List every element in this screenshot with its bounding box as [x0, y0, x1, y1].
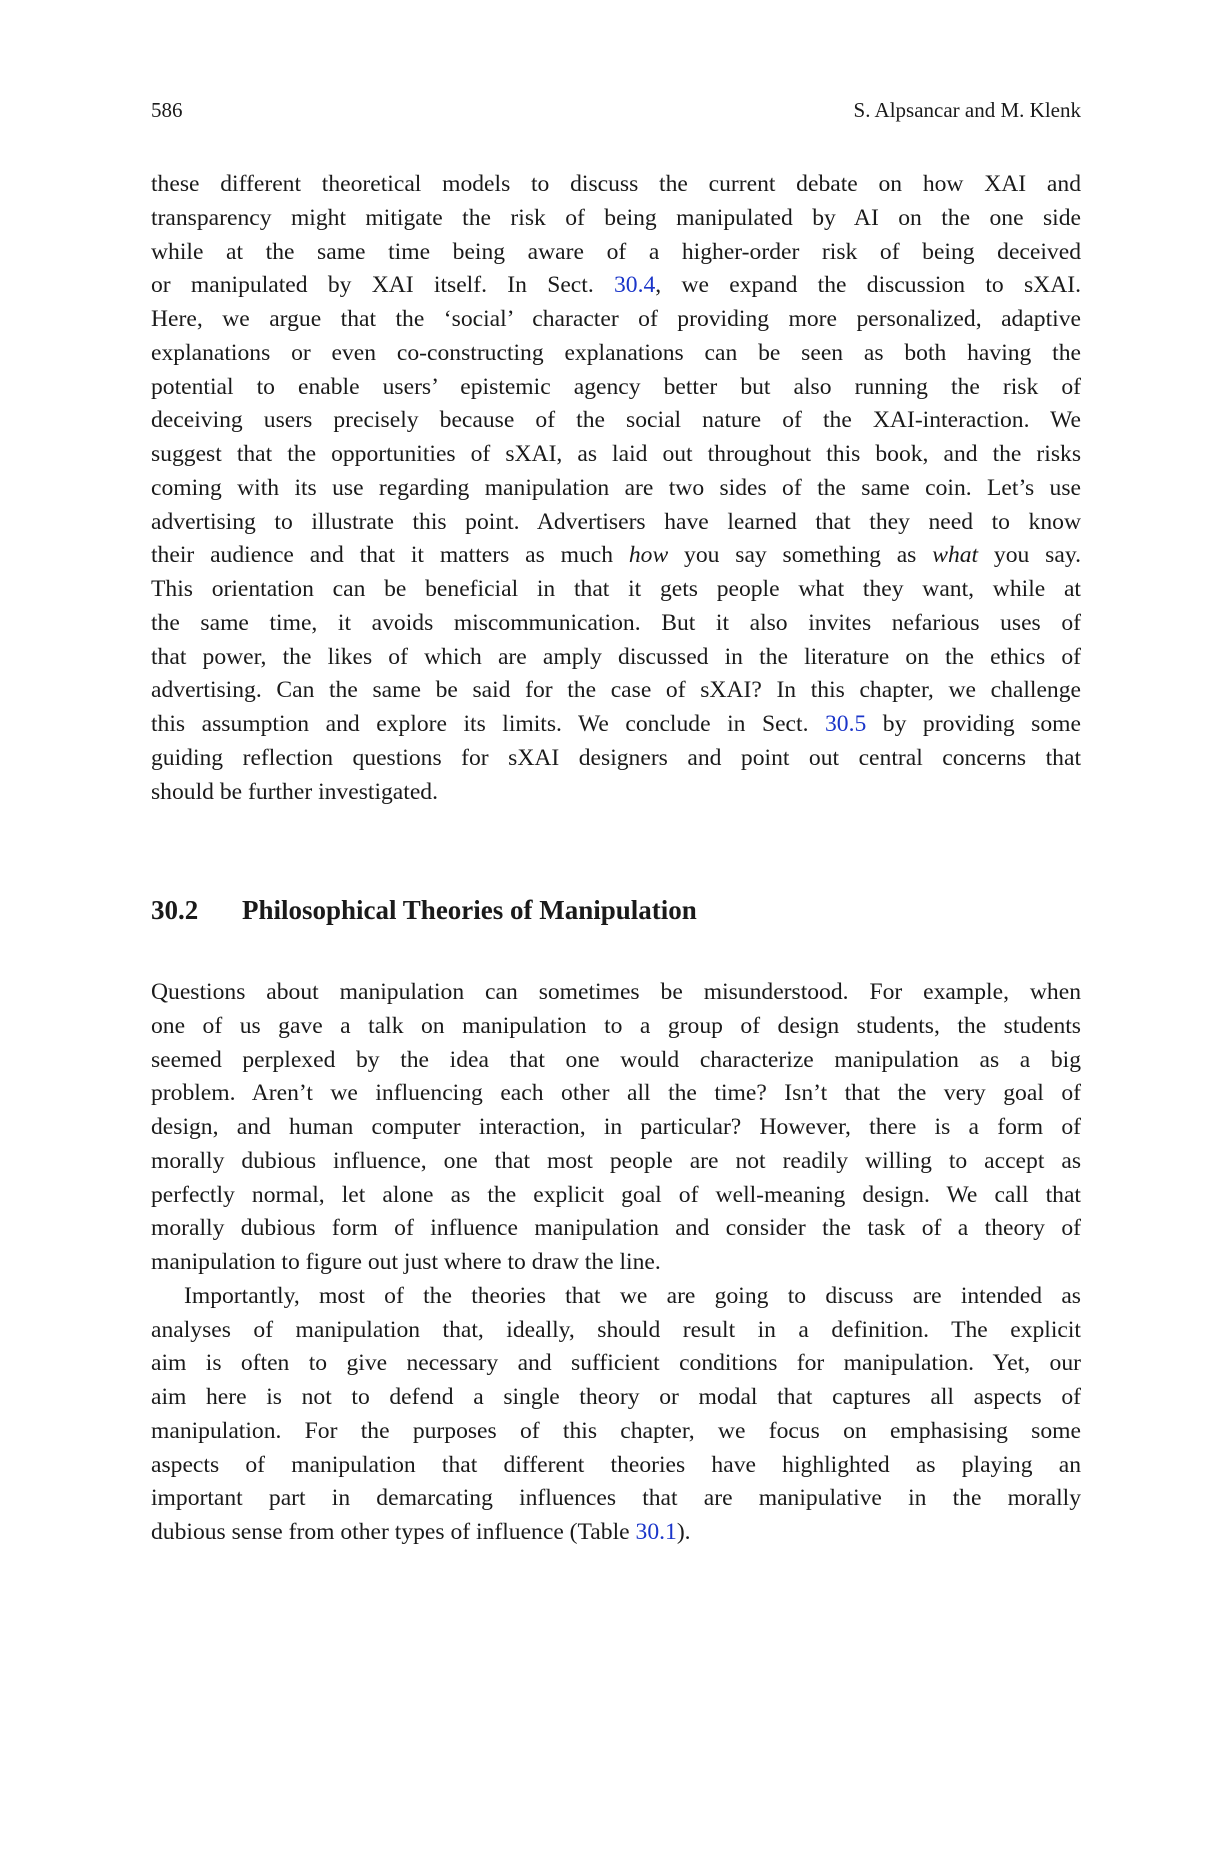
- text-line: [151, 1449, 1081, 1483]
- text-run: these different theoretical models to discuss the current debate on how XAI and: [151, 171, 1081, 197]
- text-line: [151, 1179, 1081, 1213]
- text-line: [151, 371, 1081, 405]
- text-run: or manipulated by XAI itself. In Sect.: [151, 272, 614, 299]
- text-run: problem. Aren’t we influencing each other all the time? Isn’t that the very goal of: [151, 1080, 1081, 1107]
- text-run: should be further investigated.: [151, 778, 438, 805]
- text-run: Questions about manipulation can sometimes be misunderstood. For example, when: [151, 979, 1081, 1005]
- text-run: , we expand the discussion to sXAI.: [655, 272, 1082, 299]
- text-run: potential to enable users’ epistemic agency better but also running the risk of: [151, 373, 1081, 400]
- text-run: important part in demarcating influences that are manipulative in the morally: [151, 1485, 1081, 1512]
- running-header-authors: S. Alpsancar and M. Klenk: [853, 98, 1081, 122]
- text-run: Here, we argue that the ‘social’ character of providing more personalized, adaptive: [151, 306, 1081, 332]
- text-run: seemed perplexed by the idea that one would characterize manipulation as a big: [151, 1046, 1081, 1073]
- text-line: [151, 1516, 1081, 1550]
- text-run: one of us gave a talk on manipulation to a group of design students, the students: [151, 1012, 1081, 1039]
- text-line: [151, 1246, 1081, 1280]
- section-title: Philosophical Theories of Manipulation: [242, 895, 697, 925]
- text-line: [151, 472, 1081, 506]
- text-run: design, and human computer interaction, in particular? However, there is a form of: [151, 1114, 1081, 1140]
- text-line: [151, 1347, 1081, 1381]
- text-run: the same time, it avoids miscommunication. But it also invites nefarious uses of: [151, 609, 1081, 636]
- text-line: [151, 1381, 1081, 1415]
- text-run: coming with its use regarding manipulation are two sides of the same coin. Let’s use: [151, 474, 1081, 501]
- text-run: Importantly, most of the theories that we are going to discuss are intended as: [184, 1282, 1081, 1309]
- text-run: suggest that the opportunities of sXAI, as laid out throughout this book, and the risks: [151, 441, 1081, 467]
- text-line: [151, 506, 1081, 540]
- text-line: [151, 168, 1081, 202]
- text-line: [151, 404, 1081, 438]
- text-run: morally dubious form of influence manipulation and consider the task of a theory of: [151, 1215, 1081, 1242]
- text-run: manipulation. For the purposes of this chapter, we focus on emphasising some: [151, 1417, 1081, 1444]
- text-run: morally dubious influence, one that most people are not readily willing to accept as: [151, 1147, 1081, 1174]
- italic-emphasis: what: [932, 542, 979, 569]
- text-run: explanations or even co-constructing explanations can be seen as both having the: [151, 339, 1081, 366]
- text-line: [151, 1415, 1081, 1449]
- text-line: [151, 1145, 1081, 1179]
- text-line: [151, 1314, 1081, 1348]
- text-line: [151, 641, 1081, 675]
- italic-emphasis: how: [628, 542, 669, 569]
- text-run: advertising to illustrate this point. Advertisers have learned that they need to know: [151, 508, 1081, 535]
- text-run: dubious sense from other types of influence (Table: [151, 1519, 636, 1545]
- text-run: aspects of manipulation that different theories have highlighted as playing an: [151, 1451, 1081, 1478]
- text-run: aim is often to give necessary and sufficient conditions for manipulation. Yet, our: [151, 1350, 1081, 1377]
- text-line: [151, 1044, 1081, 1078]
- text-run: you say.: [978, 542, 1081, 569]
- text-line: [151, 742, 1081, 776]
- text-run: by providing some: [866, 711, 1081, 737]
- text-line: [151, 303, 1081, 337]
- cross-reference-link[interactable]: 30.4: [614, 272, 656, 299]
- text-line: [151, 1482, 1081, 1516]
- text-line: [151, 438, 1081, 472]
- section-heading: [151, 895, 697, 926]
- text-line: [151, 674, 1081, 708]
- text-run: ).: [676, 1519, 691, 1545]
- text-run: analyses of manipulation that, ideally, should result in a definition. The explicit: [151, 1316, 1081, 1343]
- text-line: [151, 1111, 1081, 1145]
- text-line: [151, 607, 1081, 641]
- text-run: their audience and that it matters as much: [151, 542, 629, 569]
- text-line: [151, 1077, 1081, 1111]
- text-line: [151, 573, 1081, 607]
- text-line: [151, 1010, 1081, 1044]
- text-run: advertising. Can the same be said for the case of sXAI? In this chapter, we challenge: [151, 677, 1081, 704]
- text-run: perfectly normal, let alone as the explicit goal of well-meaning design. We call that: [151, 1181, 1081, 1208]
- paragraph-intro: [151, 168, 1081, 809]
- cross-reference-link[interactable]: 30.5: [824, 711, 867, 737]
- text-line: [151, 1280, 1081, 1314]
- text-run: this assumption and explore its limits. We conclude in Sect.: [151, 711, 825, 737]
- text-line: [151, 236, 1081, 270]
- text-line: [151, 337, 1081, 371]
- text-run: This orientation can be beneficial in that it gets people what they want, while at: [151, 576, 1081, 602]
- text-run: deceiving users precisely because of the social nature of the XAI-interaction. We: [151, 407, 1081, 434]
- text-line: [151, 708, 1081, 742]
- text-line: [151, 976, 1081, 1010]
- cross-reference-link[interactable]: 30.1: [635, 1519, 677, 1545]
- section-number: 30.2: [151, 895, 199, 925]
- text-line: [151, 776, 1081, 810]
- text-line: [151, 269, 1081, 303]
- text-run: transparency might mitigate the risk of being manipulated by AI on the one side: [151, 204, 1081, 231]
- text-line: [151, 1212, 1081, 1246]
- text-line: [151, 202, 1081, 236]
- text-run: that power, the likes of which are amply discussed in the literature on the ethics of: [151, 643, 1081, 670]
- paragraph-body: [151, 976, 1081, 1550]
- text-run: aim here is not to defend a single theory or modal that captures all aspects of: [151, 1384, 1081, 1410]
- text-run: while at the same time being aware of a higher-order risk of being deceived: [151, 238, 1081, 265]
- page-number: 586: [151, 98, 183, 122]
- text-run: guiding reflection questions for sXAI designers and point out central concerns that: [151, 744, 1081, 771]
- text-line: [151, 539, 1081, 573]
- text-run: you say something as: [668, 542, 933, 569]
- text-run: manipulation to figure out just where to draw the line.: [151, 1249, 661, 1275]
